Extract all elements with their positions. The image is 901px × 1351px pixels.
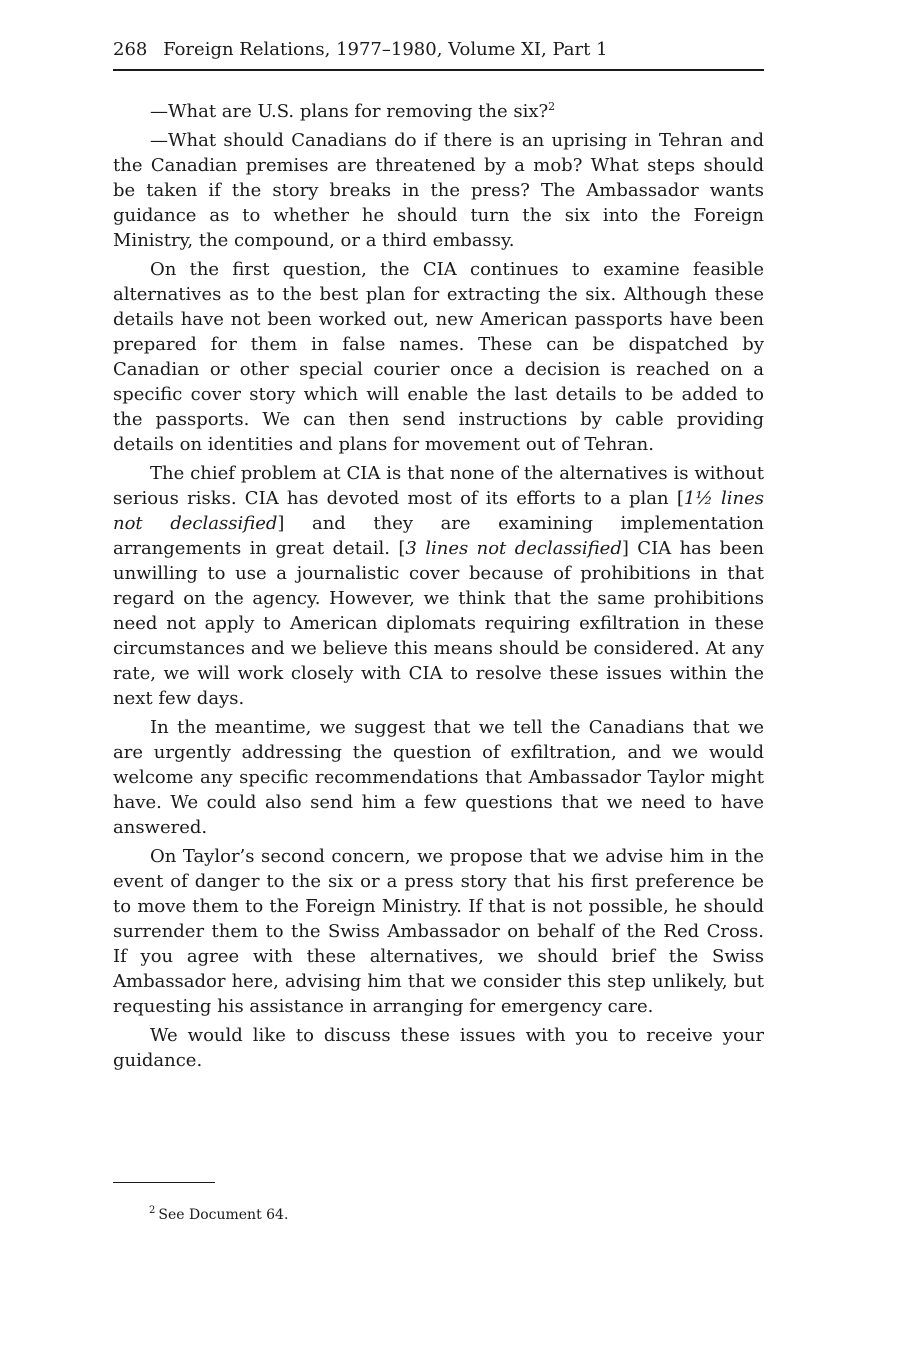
header-rule bbox=[113, 69, 764, 71]
footnote-text: See Document 64. bbox=[158, 1207, 289, 1223]
paragraph-7: We would like to discuss these issues with you to receive your guidance. bbox=[113, 1025, 764, 1071]
page-number: 268 bbox=[113, 39, 148, 60]
paragraph-3: On the first question, the CIA continues to examine feasible alternatives as to the best plan for extracting the six. Although these details have not been worked out, new American passports have been prepared for them in false names. These can be dispatched by Canadian or other special courier once a decision is reached on a specific cover story which will enable the last details to be added to the passports. We can then send instructions by cable providing details on identities and plans for movement out of Tehran. bbox=[113, 259, 764, 455]
paragraph-1 bbox=[113, 99, 764, 124]
paragraph-4-text-a: The chief problem at CIA is that none of the alternatives is without serious risks. CIA has devoted most of its efforts to a plan [ bbox=[113, 463, 764, 509]
body-text bbox=[113, 99, 764, 1077]
paragraph-2: —What should Canadians do if there is an uprising in Tehran and the Canadian premises are threatened by a mob? What steps should be taken if the story breaks in the press? The Ambassador wants guidance as to whether he should turn the six into the Foreign Ministry, the compound, or a third embassy. bbox=[113, 130, 764, 251]
footnote-reference[interactable]: 2 bbox=[548, 100, 556, 113]
paragraph-5: In the meantime, we suggest that we tell the Canadians that we are urgently addressing the question of exfiltration, and we would welcome any specific recommendations that Ambassador Taylor might have. We could also send him a few questions that we need to have answered. bbox=[113, 717, 764, 838]
paragraph-4 bbox=[113, 461, 764, 711]
paragraph-1-text: —What are U.S. plans for removing the six? bbox=[150, 101, 549, 122]
not-declassified-note-1: 1½ lines not declassified bbox=[113, 488, 764, 534]
footnote-mark: 2 bbox=[149, 1205, 156, 1217]
footnote-rule bbox=[113, 1182, 215, 1183]
paragraph-6: On Taylor’s second concern, we propose that we advise him in the event of danger to the six or a press story that his first preference be to move them to the Foreign Ministry. If that is not possible, he should surrender them to the Swiss Ambassador on behalf of the Red Cross. If you agree with these alternatives, we should brief the Swiss Ambassador here, advising him that we consider this step unlikely, but requesting his assistance in arranging for emergency care. bbox=[113, 846, 764, 1017]
running-head bbox=[113, 38, 764, 62]
paragraph-4-text-c: ] CIA has been unwilling to use a journalistic cover because of prohibitions in that regard on the agency. However, we think that the same prohibitions need not apply to American diplomats requiring exfiltration in these circumstances and we believe this means should be considered. At any rate, we will work closely with CIA to resolve these issues within the next few days. bbox=[113, 538, 764, 709]
running-title: Foreign Relations, 1977–1980, Volume XI, Part 1 bbox=[163, 39, 608, 60]
paragraph-4-text-b: ] and they are examining implementation arrangements in great detail. [ bbox=[113, 513, 764, 559]
footnote bbox=[149, 1205, 288, 1225]
not-declassified-note-2: 3 lines not declassified bbox=[405, 538, 622, 559]
